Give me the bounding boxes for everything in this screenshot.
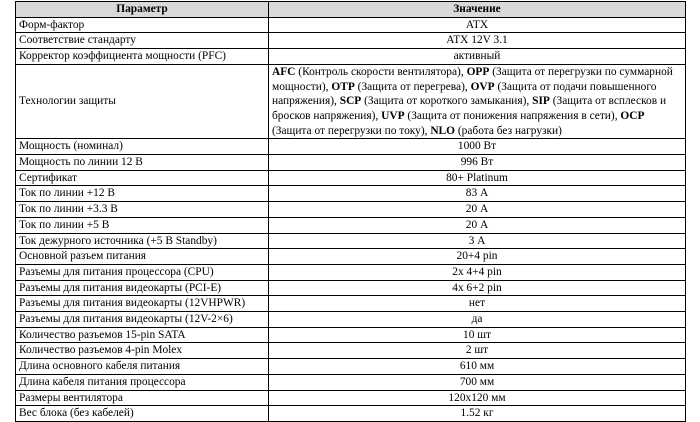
table-row xyxy=(16,202,686,218)
value-cell: активный xyxy=(269,49,686,65)
param-cell: Разъемы для питания видеокарты (12V-2×6) xyxy=(16,312,269,328)
protection-code: OVP xyxy=(470,80,495,93)
value-cell: 80+ Platinum xyxy=(269,170,686,186)
param-cell: Количество разъемов 4-pin Molex xyxy=(16,343,269,359)
param-cell: Сертификат xyxy=(16,170,269,186)
param-cell: Разъемы для питания видеокарты (PCI-E) xyxy=(16,280,269,296)
value-cell: 83 А xyxy=(269,186,686,202)
protection-code: OCP xyxy=(620,109,645,122)
protection-code: NLO xyxy=(430,124,456,137)
value-cell: 4x 6+2 pin xyxy=(269,280,686,296)
param-cell: Технологии защиты xyxy=(16,64,269,139)
value-cell: 2x 4+4 pin xyxy=(269,264,686,280)
protection-description: (Защита от перегрева), xyxy=(354,80,471,93)
param-cell: Ток по линии +5 В xyxy=(16,217,269,233)
param-cell: Форм-фактор xyxy=(16,17,269,33)
protection-technologies-cell xyxy=(269,64,686,139)
table-row xyxy=(16,170,686,186)
table-row xyxy=(16,280,686,296)
param-cell: Вес блока (без кабелей) xyxy=(16,406,269,422)
value-cell: 700 мм xyxy=(269,374,686,390)
table-row xyxy=(16,49,686,65)
table-row xyxy=(16,359,686,375)
param-cell: Количество разъемов 15-pin SATA xyxy=(16,327,269,343)
spec-table xyxy=(15,1,686,422)
protection-code: UVP xyxy=(381,109,405,122)
value-cell: 20 А xyxy=(269,202,686,218)
protection-description: (работа без нагрузки) xyxy=(455,124,562,137)
param-cell: Соответствие стандарту xyxy=(16,33,269,49)
protection-description: (Защита от понижения напряжения в сети), xyxy=(404,109,621,122)
table-row xyxy=(16,33,686,49)
param-cell: Ток по линии +12 В xyxy=(16,186,269,202)
table-body xyxy=(16,17,686,421)
param-header: Параметр xyxy=(16,2,269,18)
table-row xyxy=(16,139,686,155)
protection-code: SIP xyxy=(532,95,550,108)
param-cell: Ток по линии +3.3 В xyxy=(16,202,269,218)
table-row xyxy=(16,343,686,359)
param-cell: Длина основного кабеля питания xyxy=(16,359,269,375)
table-row xyxy=(16,390,686,406)
value-cell: 120x120 мм xyxy=(269,390,686,406)
param-cell: Мощность (номинал) xyxy=(16,139,269,155)
protection-code: OTP xyxy=(331,80,355,93)
value-header: Значение xyxy=(269,2,686,18)
table-row xyxy=(16,233,686,249)
value-cell: 2 шт xyxy=(269,343,686,359)
value-cell: нет xyxy=(269,296,686,312)
protection-description: (Контроль скорости вентилятора), xyxy=(295,65,467,78)
value-cell: ATX 12V 3.1 xyxy=(269,33,686,49)
table-row xyxy=(16,17,686,33)
param-cell: Размеры вентилятора xyxy=(16,390,269,406)
value-cell: 3 А xyxy=(269,233,686,249)
protection-code: OPP xyxy=(466,65,490,78)
table-row xyxy=(16,374,686,390)
header-row xyxy=(16,2,686,18)
table-row xyxy=(16,264,686,280)
value-cell: да xyxy=(269,312,686,328)
param-cell: Ток дежурного источника (+5 В Standby) xyxy=(16,233,269,249)
table-row xyxy=(16,186,686,202)
value-cell: 610 мм xyxy=(269,359,686,375)
value-cell: ATX xyxy=(269,17,686,33)
value-cell: 1000 Вт xyxy=(269,139,686,155)
value-cell: 20 А xyxy=(269,217,686,233)
protection-code: SCP xyxy=(339,95,362,108)
param-cell: Длина кабеля питания процессора xyxy=(16,374,269,390)
table-row xyxy=(16,296,686,312)
value-cell: 20+4 pin xyxy=(269,249,686,265)
value-cell: 1.52 кг xyxy=(269,406,686,422)
table-row xyxy=(16,327,686,343)
param-cell: Мощность по линии 12 В xyxy=(16,155,269,171)
value-cell: 996 Вт xyxy=(269,155,686,171)
table-row xyxy=(16,64,686,139)
param-cell: Разъемы для питания процессора (CPU) xyxy=(16,264,269,280)
table-row xyxy=(16,155,686,171)
protection-code: AFC xyxy=(272,65,296,78)
param-cell: Корректор коэффициента мощности (PFC) xyxy=(16,49,269,65)
table-row xyxy=(16,312,686,328)
protection-description: (Защита от короткого замыкания), xyxy=(361,95,533,108)
table-row xyxy=(16,249,686,265)
protection-description: (Защита от подачи повышенного напряжения), xyxy=(272,80,657,108)
table-row xyxy=(16,217,686,233)
table-row xyxy=(16,406,686,422)
param-cell: Разъемы для питания видеокарты (12VHPWR) xyxy=(16,296,269,312)
param-cell: Основной разъем питания xyxy=(16,249,269,265)
protection-description: (Защита от всплесков и бросков напряжения), xyxy=(272,95,667,122)
protection-description: (Защита от перегрузки по суммарной мощности), xyxy=(272,65,673,93)
protection-description: (Защита от перегрузки по току), xyxy=(272,124,431,137)
value-cell: 10 шт xyxy=(269,327,686,343)
